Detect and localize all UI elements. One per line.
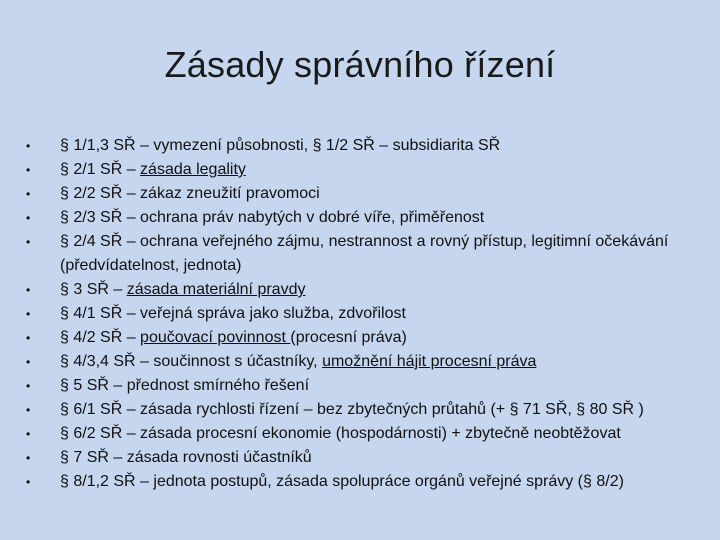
item-text: § 6/1 SŘ – zásada rychlosti řízení – bez zbytečných průtahů (+ § 71 SŘ, § 80 SŘ ) (60, 401, 644, 418)
list-item (26, 158, 706, 182)
item-text: § 2/4 SŘ – ochrana veřejného zájmu, nestrannost a rovný přístup, legitimní očekávání (předvídatelnost, jednota) (60, 233, 669, 274)
item-text: § 6/2 SŘ – zásada procesní ekonomie (hospodárnosti) + zbytečně neobtěžovat (60, 425, 621, 442)
underlined-text: zásada legality (140, 161, 246, 178)
bullet-icon: • (26, 307, 31, 321)
bullet-icon: • (26, 211, 31, 225)
item-text: § 1/1,3 SŘ – vymezení působnosti, § 1/2 SŘ – subsidiarita SŘ (60, 137, 501, 154)
list-item (26, 470, 706, 494)
list-item (26, 182, 706, 206)
slide-title: Zásady správního řízení (164, 44, 556, 85)
item-text: § 2/1 SŘ – (60, 161, 141, 178)
bullet-icon: • (26, 403, 31, 417)
item-text: § 2/2 SŘ – zákaz zneužití pravomoci (60, 185, 320, 202)
bullet-icon: • (26, 187, 31, 201)
bullet-icon: • (26, 163, 31, 177)
item-text: § 4/1 SŘ – veřejná správa jako služba, zdvořilost (60, 305, 406, 322)
bullet-icon: • (26, 427, 31, 441)
bullet-icon: • (26, 475, 31, 489)
item-text: § 7 SŘ – zásada rovnosti účastníků (60, 449, 312, 466)
bullet-icon: • (26, 355, 31, 369)
list-item (26, 134, 706, 158)
underlined-text: zásada materiální pravdy (126, 281, 306, 298)
underlined-text: umožnění hájit procesní práva (322, 353, 537, 370)
item-text: § 8/1,2 SŘ – jednota postupů, zásada spolupráce orgánů veřejné správy (§ 8/2) (60, 473, 624, 490)
bullet-icon: • (26, 379, 31, 393)
list-item (26, 422, 706, 446)
item-text: § 4/3,4 SŘ – součinnost s účastníky, (60, 353, 323, 370)
bullet-icon: • (26, 331, 31, 345)
item-text: § 4/2 SŘ – (60, 329, 141, 346)
item-text: § 3 SŘ – (60, 281, 127, 298)
list-item (26, 446, 706, 470)
list-item (26, 326, 706, 350)
list-item (26, 230, 706, 278)
bullet-icon: • (26, 451, 31, 465)
item-text: § 5 SŘ – přednost smírného řešení (60, 377, 310, 394)
list-item (26, 302, 706, 326)
bullet-icon: • (26, 139, 31, 153)
item-text: (procesní práva) (290, 329, 407, 346)
list-item (26, 206, 706, 230)
list-item (26, 374, 706, 398)
list-item (26, 350, 706, 374)
bullet-icon: • (26, 235, 31, 249)
bullet-icon: • (26, 283, 31, 297)
item-text: § 2/3 SŘ – ochrana práv nabytých v dobré víře, přiměřenost (60, 209, 485, 226)
bullet-list (26, 134, 706, 494)
list-item (26, 278, 706, 302)
list-item (26, 398, 706, 422)
underlined-text: poučovací povinnost (140, 329, 291, 346)
